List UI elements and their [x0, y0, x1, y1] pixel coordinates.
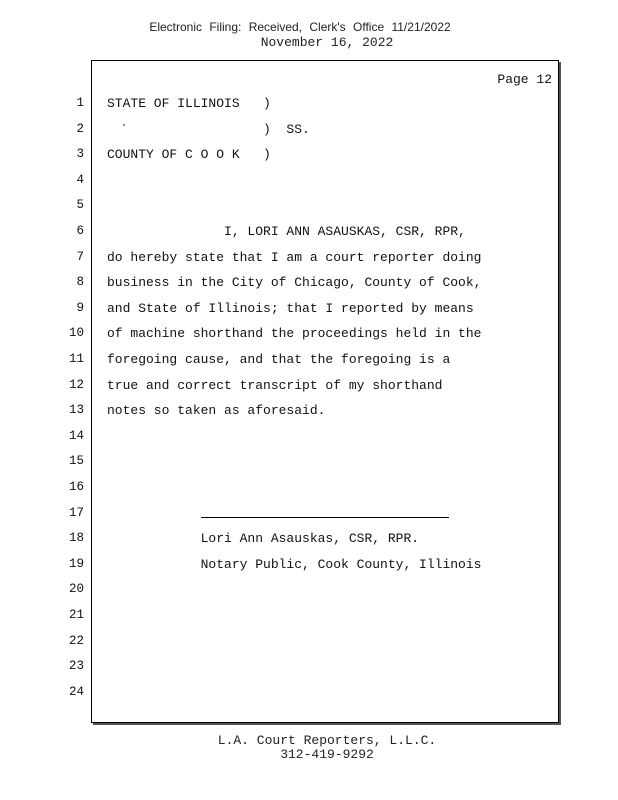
line-number: 5 [76, 198, 84, 212]
filing-stamp: Electronic Filing: Received, Clerk's Office 11/21/2022 [149, 20, 451, 34]
line-text: of machine shorthand the proceedings held in the [107, 326, 482, 341]
line-number: 4 [76, 173, 84, 187]
line-number: 9 [76, 301, 84, 315]
line-number: 1 [76, 96, 84, 110]
line-number: 19 [68, 557, 84, 571]
line-text: STATE OF ILLINOIS ) [107, 96, 271, 111]
line-number: 24 [68, 685, 84, 699]
line-number: 22 [68, 634, 84, 648]
line-number: 16 [68, 480, 84, 494]
line-text: foregoing cause, and that the foregoing is a [107, 352, 451, 367]
line-number: 11 [68, 352, 84, 366]
line-text: COUNTY OF C O O K ) [107, 147, 271, 162]
footer-phone: 312-419-9292 [280, 747, 374, 762]
page-number: Page 12 [497, 72, 552, 87]
transcript-date: November 16, 2022 [260, 35, 394, 50]
line-number: 21 [68, 608, 84, 622]
line-text: Notary Public, Cook County, Illinois [107, 557, 482, 572]
line-number: 14 [68, 429, 84, 443]
line-text: true and correct transcript of my shorthand [107, 378, 443, 393]
line-text: business in the City of Chicago, County of Cook, [107, 275, 482, 290]
line-text: notes so taken as aforesaid. [107, 403, 326, 418]
footer-company: L.A. Court Reporters, L.L.C. [217, 733, 437, 748]
line-number: 20 [68, 582, 84, 596]
line-number: 6 [76, 224, 84, 238]
line-number: 2 [76, 122, 84, 136]
line-number: 8 [76, 275, 84, 289]
line-number: 12 [68, 378, 84, 392]
line-number: 3 [76, 147, 84, 161]
line-number: 13 [68, 403, 84, 417]
line-text: do hereby state that I am a court reporter doing [107, 250, 482, 265]
line-text: and State of Illinois; that I reported by means [107, 301, 474, 316]
line-number: 10 [68, 326, 84, 340]
line-text: ) SS. [107, 122, 310, 137]
line-number: 23 [68, 659, 84, 673]
line-number: 17 [68, 506, 84, 520]
signature-line [201, 517, 449, 518]
line-number: 7 [76, 250, 84, 264]
line-text: Lori Ann Asauskas, CSR, RPR. [107, 531, 420, 546]
line-number: 18 [68, 531, 84, 545]
line-number: 15 [68, 454, 84, 468]
line-text: I, LORI ANN ASAUSKAS, CSR, RPR, [107, 224, 466, 239]
